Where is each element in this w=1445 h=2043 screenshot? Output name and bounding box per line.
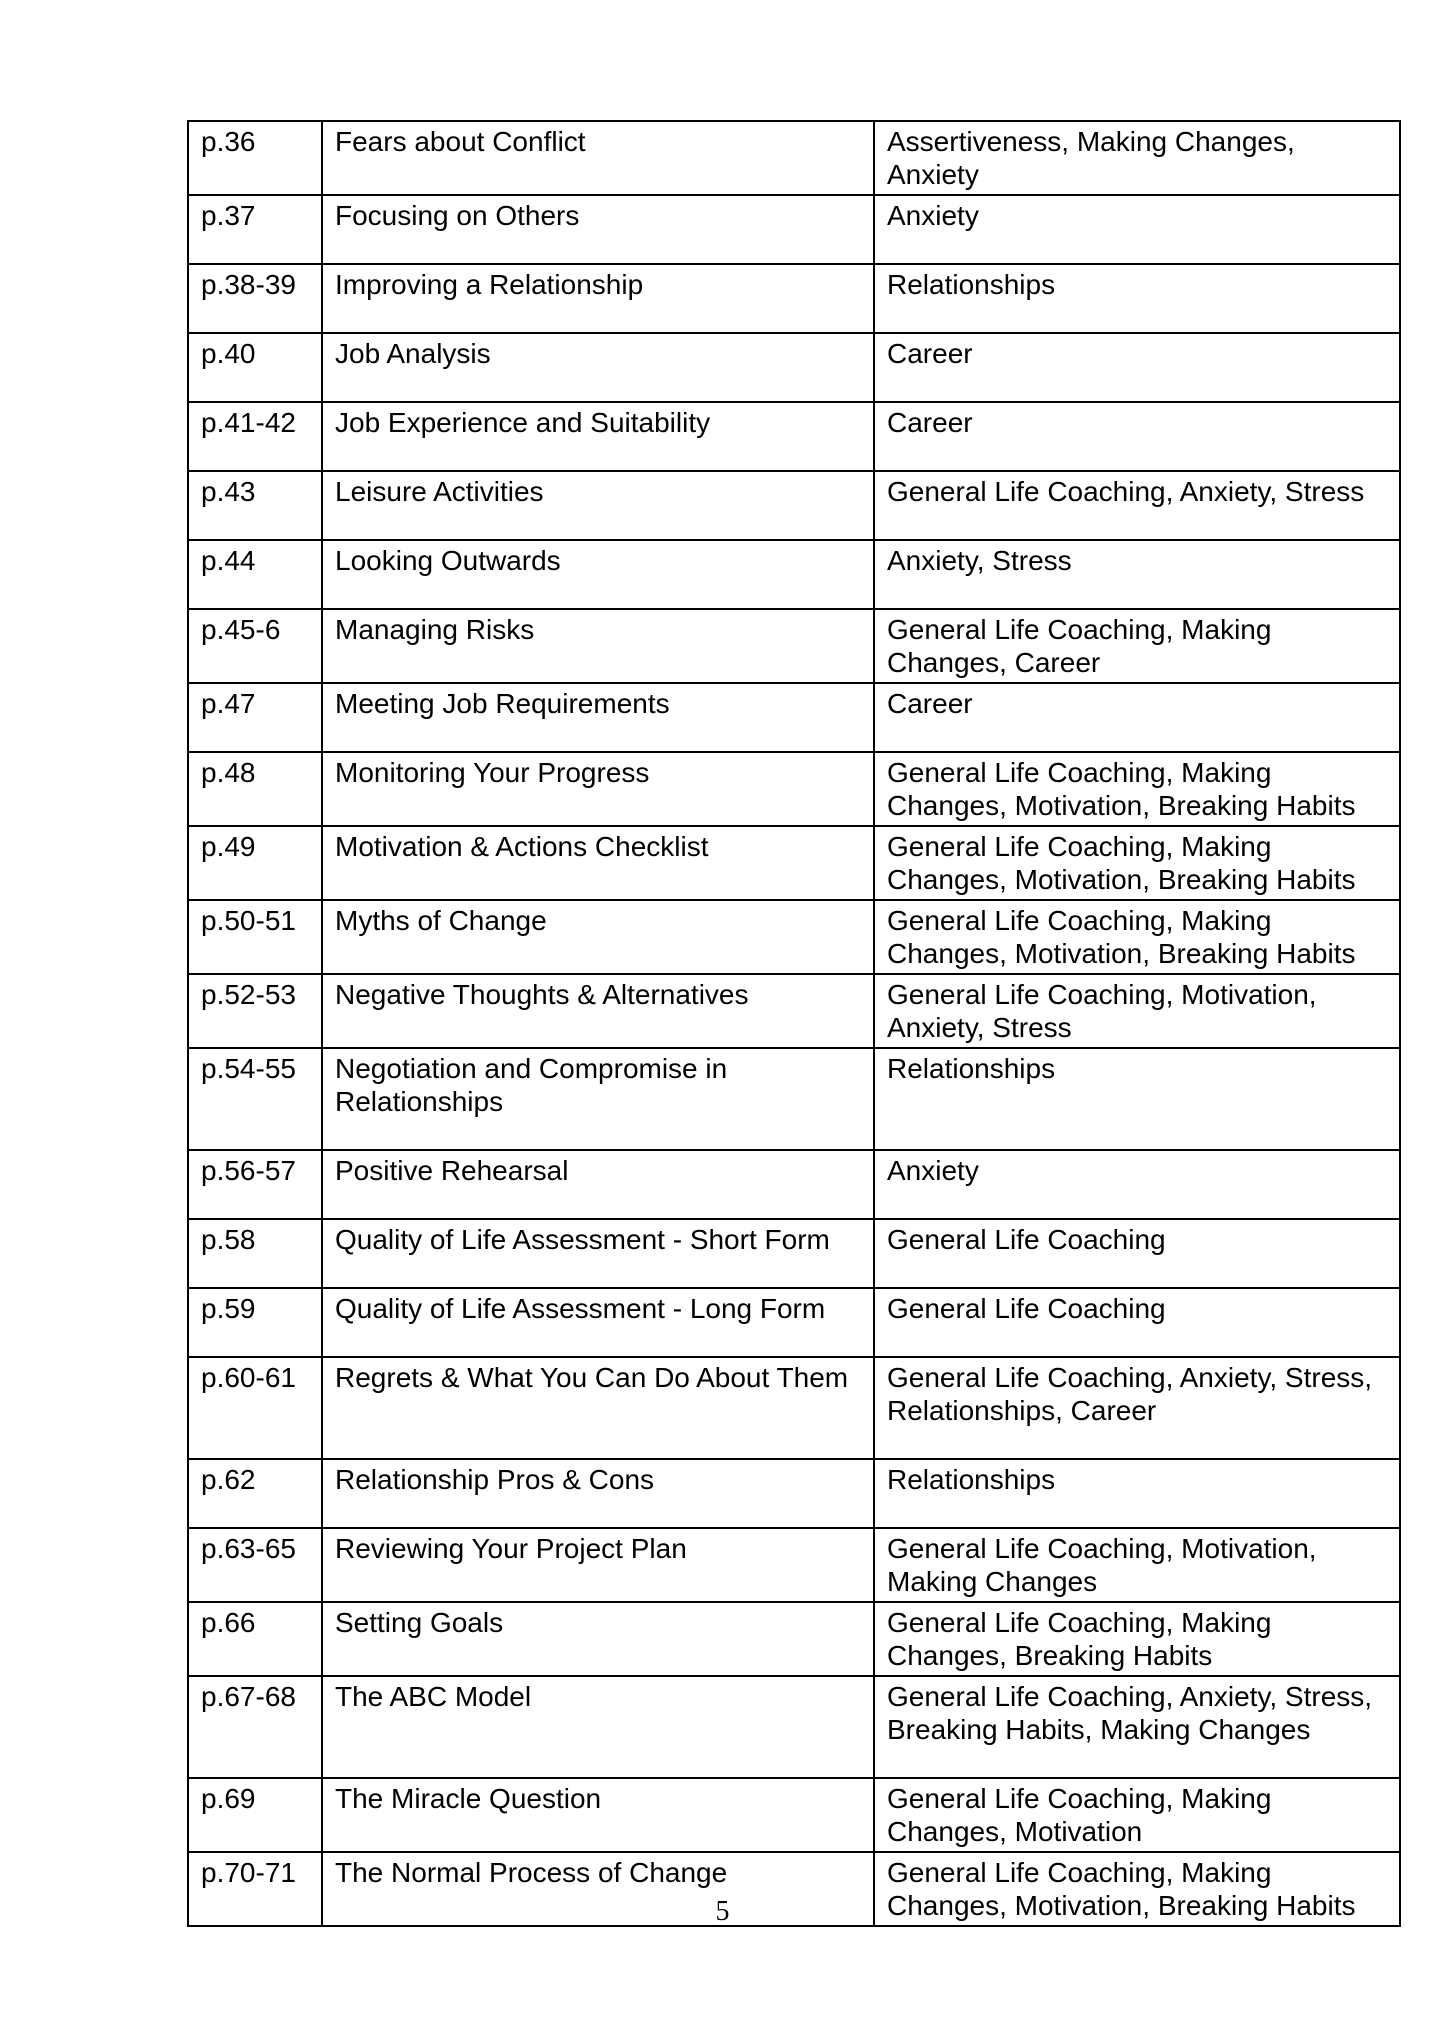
table-row: [188, 683, 1400, 752]
table-row: [188, 402, 1400, 471]
title-cell: Improving a Relationship: [322, 264, 874, 333]
title-cell: Reviewing Your Project Plan: [322, 1528, 874, 1602]
page-ref-cell: p.43: [188, 471, 322, 540]
topics-cell: General Life Coaching, Making Changes, Motivation, Breaking Habits: [874, 752, 1400, 826]
title-cell: Managing Risks: [322, 609, 874, 683]
title-cell: Leisure Activities: [322, 471, 874, 540]
page-ref-cell: p.58: [188, 1219, 322, 1288]
title-cell: Regrets & What You Can Do About Them: [322, 1357, 874, 1459]
topics-cell: Relationships: [874, 1459, 1400, 1528]
title-cell: Quality of Life Assessment - Long Form: [322, 1288, 874, 1357]
page-ref-cell: p.54-55: [188, 1048, 322, 1150]
table-row: [188, 264, 1400, 333]
page-ref-cell: p.49: [188, 826, 322, 900]
page-ref-cell: p.40: [188, 333, 322, 402]
table-row: [188, 1357, 1400, 1459]
table-row: [188, 609, 1400, 683]
topics-cell: General Life Coaching, Anxiety, Stress, Relationships, Career: [874, 1357, 1400, 1459]
topics-cell: Career: [874, 333, 1400, 402]
table-row: [188, 974, 1400, 1048]
title-cell: Focusing on Others: [322, 195, 874, 264]
table-row: [188, 540, 1400, 609]
topics-cell: Relationships: [874, 1048, 1400, 1150]
title-cell: Meeting Job Requirements: [322, 683, 874, 752]
title-cell: Myths of Change: [322, 900, 874, 974]
title-cell: Looking Outwards: [322, 540, 874, 609]
page-ref-cell: p.41-42: [188, 402, 322, 471]
topics-cell: Assertiveness, Making Changes, Anxiety: [874, 121, 1400, 195]
table-row: [188, 1602, 1400, 1676]
table-row: [188, 1778, 1400, 1852]
page-ref-cell: p.67-68: [188, 1676, 322, 1778]
table-row: [188, 471, 1400, 540]
table-row: [188, 121, 1400, 195]
table-row: [188, 826, 1400, 900]
title-cell: Monitoring Your Progress: [322, 752, 874, 826]
topics-cell: General Life Coaching: [874, 1288, 1400, 1357]
topics-cell: General Life Coaching, Making Changes, Career: [874, 609, 1400, 683]
table-row: [188, 195, 1400, 264]
table-row: [188, 1048, 1400, 1150]
title-cell: The Miracle Question: [322, 1778, 874, 1852]
table-row: [188, 1459, 1400, 1528]
topics-cell: General Life Coaching, Making Changes, Motivation, Breaking Habits: [874, 1852, 1400, 1926]
table-row: [188, 1288, 1400, 1357]
title-cell: Quality of Life Assessment - Short Form: [322, 1219, 874, 1288]
topics-cell: General Life Coaching, Motivation, Anxiety, Stress: [874, 974, 1400, 1048]
topics-cell: Anxiety: [874, 1150, 1400, 1219]
title-cell: Job Analysis: [322, 333, 874, 402]
topics-cell: General Life Coaching, Anxiety, Stress, Breaking Habits, Making Changes: [874, 1676, 1400, 1778]
topics-cell: Anxiety, Stress: [874, 540, 1400, 609]
title-cell: The ABC Model: [322, 1676, 874, 1778]
page-ref-cell: p.37: [188, 195, 322, 264]
table-row: [188, 1219, 1400, 1288]
page-ref-cell: p.66: [188, 1602, 322, 1676]
page-ref-cell: p.47: [188, 683, 322, 752]
table-row: [188, 1528, 1400, 1602]
worksheet-index-table: [187, 120, 1401, 1927]
page-ref-cell: p.59: [188, 1288, 322, 1357]
topics-cell: General Life Coaching, Making Changes, Motivation, Breaking Habits: [874, 900, 1400, 974]
title-cell: Fears about Conflict: [322, 121, 874, 195]
topics-cell: Relationships: [874, 264, 1400, 333]
topics-cell: Career: [874, 683, 1400, 752]
page-ref-cell: p.38-39: [188, 264, 322, 333]
table-body: [188, 121, 1400, 1926]
topics-cell: Anxiety: [874, 195, 1400, 264]
page-ref-cell: p.69: [188, 1778, 322, 1852]
title-cell: Setting Goals: [322, 1602, 874, 1676]
page-ref-cell: p.52-53: [188, 974, 322, 1048]
title-cell: Negative Thoughts & Alternatives: [322, 974, 874, 1048]
table-row: [188, 900, 1400, 974]
table-row: [188, 333, 1400, 402]
topics-cell: General Life Coaching, Making Changes, Motivation: [874, 1778, 1400, 1852]
table-row: [188, 1676, 1400, 1778]
topics-cell: General Life Coaching: [874, 1219, 1400, 1288]
table-row: [188, 752, 1400, 826]
page-ref-cell: p.70-71: [188, 1852, 322, 1926]
title-cell: Motivation & Actions Checklist: [322, 826, 874, 900]
page-ref-cell: p.62: [188, 1459, 322, 1528]
page-ref-cell: p.56-57: [188, 1150, 322, 1219]
page-ref-cell: p.44: [188, 540, 322, 609]
topics-cell: General Life Coaching, Making Changes, Breaking Habits: [874, 1602, 1400, 1676]
table-row: [188, 1150, 1400, 1219]
page-ref-cell: p.63-65: [188, 1528, 322, 1602]
topics-cell: General Life Coaching, Making Changes, Motivation, Breaking Habits: [874, 826, 1400, 900]
title-cell: Positive Rehearsal: [322, 1150, 874, 1219]
topics-cell: General Life Coaching, Anxiety, Stress: [874, 471, 1400, 540]
page-ref-cell: p.36: [188, 121, 322, 195]
page-ref-cell: p.60-61: [188, 1357, 322, 1459]
title-cell: The Normal Process of Change: [322, 1852, 874, 1926]
title-cell: Relationship Pros & Cons: [322, 1459, 874, 1528]
title-cell: Job Experience and Suitability: [322, 402, 874, 471]
page-ref-cell: p.48: [188, 752, 322, 826]
page-number: 5: [715, 1896, 730, 1927]
title-cell: Negotiation and Compromise in Relationships: [322, 1048, 874, 1150]
topics-cell: General Life Coaching, Motivation, Making Changes: [874, 1528, 1400, 1602]
page-ref-cell: p.50-51: [188, 900, 322, 974]
topics-cell: Career: [874, 402, 1400, 471]
page-ref-cell: p.45-6: [188, 609, 322, 683]
